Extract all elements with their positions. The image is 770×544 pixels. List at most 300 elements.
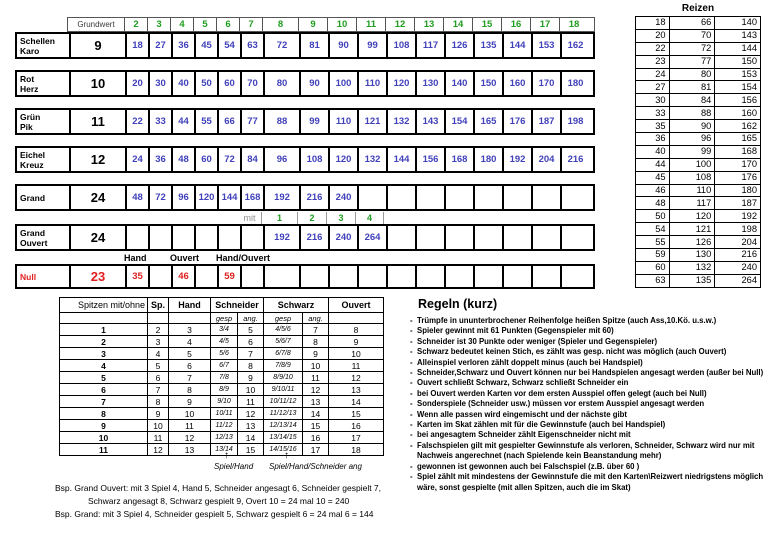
spitzen-grid	[59, 297, 384, 456]
reizen-value: 117	[669, 197, 715, 210]
grundwert-value: 11	[69, 110, 125, 133]
reizen-value: 108	[669, 171, 715, 184]
mit-label: mit	[243, 213, 256, 223]
reizen-value: 59	[636, 249, 670, 262]
game-value	[194, 226, 217, 249]
game-value: 24	[125, 148, 148, 171]
game-value	[473, 186, 502, 209]
spitzen-data-row	[60, 444, 384, 456]
game-value	[386, 186, 415, 209]
reizen-row	[636, 17, 761, 30]
game-value: 216	[299, 226, 328, 249]
reizen-value: 48	[636, 197, 670, 210]
game-value: 153	[531, 34, 560, 57]
game-value	[531, 186, 560, 209]
game-label	[17, 226, 69, 249]
spitzen-cell: 6	[169, 360, 211, 372]
spitzen-cell: 15	[238, 444, 264, 456]
spitzen-cell: 13	[169, 444, 211, 456]
spitzen-cell: 9/10/11	[264, 384, 303, 396]
game-value: 22	[125, 110, 148, 133]
game-value	[357, 186, 386, 209]
reizen-value: 176	[715, 171, 761, 184]
multiplier-header: 7	[239, 18, 262, 31]
game-value: 81	[299, 34, 328, 57]
game-value: 130	[415, 72, 444, 95]
multiplier-header: 18	[559, 18, 588, 31]
multiplier-header: 6	[216, 18, 239, 31]
spitzen-cell: 6	[238, 336, 264, 348]
game-value: 40	[171, 72, 194, 95]
game-value: 180	[560, 72, 589, 95]
rule-text: Schneider ist 30 Punkte oder weniger (Spieler und Gegenspieler)	[417, 336, 658, 346]
game-label-line: Null	[20, 271, 37, 282]
game-value	[444, 266, 473, 287]
spitzen-cell: 5	[60, 372, 148, 384]
spitzen-subheader-row	[60, 313, 384, 324]
game-value	[502, 226, 531, 249]
spitzen-cell: 3	[148, 336, 169, 348]
rule-text: Karten im Skat zählen mit für die Gewinnstufe (auch bei Handspiel)	[417, 420, 666, 430]
spitzen-cell: 11	[303, 372, 329, 384]
game-value	[531, 226, 560, 249]
spitzen-cell: 15	[329, 408, 384, 420]
bullet-dash-icon: -	[410, 378, 413, 388]
spitzen-cell: 10	[60, 432, 148, 444]
rule-item	[410, 337, 770, 347]
reizen-value: 135	[669, 274, 715, 287]
reizen-value: 55	[636, 236, 670, 249]
game-value	[299, 266, 328, 287]
spitzen-cell: 8	[60, 408, 148, 420]
spitzen-cell: 9	[329, 336, 384, 348]
reizen-value: 35	[636, 120, 670, 133]
spitzen-cell: 7	[169, 372, 211, 384]
game-value	[171, 226, 194, 249]
reizen-value: 264	[715, 274, 761, 287]
up-arrow-icon: ↑	[284, 450, 289, 461]
bullet-dash-icon: -	[410, 409, 413, 419]
rules-list	[410, 316, 770, 493]
rules-title: Regeln (kurz)	[418, 297, 498, 311]
game-value: 90	[328, 34, 357, 57]
spitzen-cell: 10	[303, 360, 329, 372]
game-value: 168	[444, 148, 473, 171]
reizen-value: 44	[636, 158, 670, 171]
grundwert-value: 9	[69, 34, 125, 57]
spitzen-data-row	[60, 324, 384, 336]
game-value: 140	[444, 72, 473, 95]
spitzen-table	[59, 297, 419, 487]
example-line: Bsp. Grand Ouvert: mit 3 Spiel 4, Hand 5, Schneider angesagt 6, Schneider gespielt 7,	[55, 483, 382, 493]
multiplier-header: 2	[124, 18, 147, 31]
game-label	[17, 34, 69, 57]
game-value: 44	[171, 110, 194, 133]
reizen-value: 36	[636, 133, 670, 146]
game-label-line: Schellen	[20, 35, 55, 46]
spitzen-cell: 10	[238, 384, 264, 396]
reizen-value: 100	[669, 158, 715, 171]
bullet-dash-icon: -	[410, 357, 413, 367]
spitzen-cell: 17	[303, 444, 329, 456]
spitzen-cell: 16	[303, 432, 329, 444]
game-value	[415, 186, 444, 209]
game-value: 46	[171, 266, 194, 287]
game-value	[502, 186, 531, 209]
reizen-value: 140	[715, 17, 761, 30]
reizen-value: 81	[669, 81, 715, 94]
game-value: 72	[263, 34, 299, 57]
spitzen-data-row	[60, 348, 384, 360]
rule-item	[410, 378, 770, 388]
spitzen-cell: 13/14/15	[264, 432, 303, 444]
game-value-table	[15, 17, 595, 289]
rule-text: Spiel zählt mit mindestens der Gewinnstufe die mit den Karten\Reizwert niedrigstens möglich wäre, sonst gespielte (mit allen Spitzen, auch die im Skat)	[417, 472, 764, 492]
spitzen-cell: 6/7	[211, 360, 238, 372]
reizen-table	[635, 3, 761, 288]
game-value: 80	[263, 72, 299, 95]
grundwert-value: 24	[69, 226, 125, 249]
reizen-value: 110	[669, 184, 715, 197]
spitzen-cell: 14	[329, 396, 384, 408]
reizen-value: 120	[669, 210, 715, 223]
reizen-value: 18	[636, 17, 670, 30]
spitzen-cell: 4	[148, 348, 169, 360]
spitzen-cell: 8	[169, 384, 211, 396]
multiplier-header: 17	[530, 18, 559, 31]
spitzen-cell: 8	[303, 336, 329, 348]
spitzen-cell: 18	[329, 444, 384, 456]
rule-text: Alleinspiel verloren zählt doppelt minus (auch bei Handspiel)	[417, 357, 643, 367]
rule-item	[410, 368, 770, 378]
reizen-value: 33	[636, 107, 670, 120]
spitzen-cell: 6	[148, 372, 169, 384]
spitzen-cell: 10/11	[211, 408, 238, 420]
spitzen-cell: 10	[169, 408, 211, 420]
rule-item	[410, 326, 770, 336]
mit-count: 3	[326, 212, 355, 224]
rule-item	[410, 441, 770, 462]
game-value	[444, 186, 473, 209]
spitzen-cell: 11	[329, 360, 384, 372]
game-value: 30	[148, 72, 171, 95]
reizen-row	[636, 274, 761, 287]
reizen-value: 192	[715, 210, 761, 223]
reizen-value: 70	[669, 29, 715, 42]
spitzen-cell: 3	[60, 348, 148, 360]
multiplier-header: 8	[262, 18, 298, 31]
game-value: 180	[473, 148, 502, 171]
game-value: 143	[415, 110, 444, 133]
spitzen-cell: 5/6/7	[264, 336, 303, 348]
multiplier-header: 16	[501, 18, 530, 31]
game-value: 192	[263, 226, 299, 249]
game-value	[502, 266, 531, 287]
example-line: Schwarz angesagt 8, Schwarz gespielt 9, Overt 10 = 24 mal 10 = 240	[88, 496, 350, 506]
game-label-line: Eichel	[20, 149, 46, 160]
game-label	[17, 110, 69, 133]
spitzen-header-hand: Hand	[169, 298, 211, 313]
reizen-row	[636, 94, 761, 107]
spitzen-cell: 4	[60, 360, 148, 372]
spitzen-cell: 7	[238, 348, 264, 360]
game-label-line: Ouvert	[20, 237, 48, 248]
game-value: 117	[415, 34, 444, 57]
reizen-row	[636, 249, 761, 262]
spitzen-cell: 7/8/9	[264, 360, 303, 372]
reizen-value: 50	[636, 210, 670, 223]
reizen-value: 187	[715, 197, 761, 210]
game-value: 240	[328, 186, 357, 209]
game-value	[473, 226, 502, 249]
game-value: 77	[240, 110, 263, 133]
multiplier-header: 11	[356, 18, 385, 31]
game-value: 216	[299, 186, 328, 209]
mit-count: 4	[355, 212, 384, 224]
spitzen-cell: 13/14	[211, 444, 238, 456]
game-value: 160	[502, 72, 531, 95]
reizen-value: 143	[715, 29, 761, 42]
spitzen-cell: 1	[60, 324, 148, 336]
spitzen-cell: 5/6	[211, 348, 238, 360]
spitzen-cell: 13	[303, 396, 329, 408]
reizen-value: 40	[636, 145, 670, 158]
reizen-value: 204	[715, 236, 761, 249]
rule-item	[410, 316, 770, 326]
game-value: 55	[194, 110, 217, 133]
reizen-value: 54	[636, 223, 670, 236]
grundwert-value: 23	[69, 266, 125, 287]
reizen-value: 198	[715, 223, 761, 236]
spitzen-cell: 12/13/14	[264, 420, 303, 432]
multiplier-header: 4	[170, 18, 193, 31]
rule-text: Ouvert schließt Schwarz, Schwarz schließt Schneider ein	[417, 378, 629, 388]
game-value: 72	[217, 148, 240, 171]
spitzen-subheader-empty	[148, 313, 169, 324]
game-value: 27	[148, 34, 171, 57]
spitzen-cell: 16	[329, 420, 384, 432]
game-value	[217, 226, 240, 249]
spitzen-cell: 11	[169, 420, 211, 432]
spitzen-cell: 14/15/16	[264, 444, 303, 456]
rule-text: Spieler gewinnt mit 61 Punkten (Gegenspieler mit 60)	[417, 326, 614, 336]
spitzen-cell: 12/13	[211, 432, 238, 444]
reizen-row	[636, 236, 761, 249]
spitzen-cell: 4/5/6	[264, 324, 303, 336]
reizen-row	[636, 145, 761, 158]
spitzen-cell: 11	[148, 432, 169, 444]
reizen-value: 60	[636, 261, 670, 274]
reizen-row	[636, 210, 761, 223]
rules-section	[410, 297, 770, 493]
footnote-label: Spiel/Hand/Schneider ang	[269, 462, 362, 471]
spitzen-subheader-ang: ang.	[238, 313, 264, 324]
bullet-dash-icon: -	[410, 399, 413, 409]
game-value: 121	[357, 110, 386, 133]
game-value	[386, 226, 415, 249]
spitzen-cell: 8	[329, 324, 384, 336]
reizen-row	[636, 120, 761, 133]
game-value	[240, 266, 263, 287]
spitzen-cell: 10	[329, 348, 384, 360]
game-value: 162	[560, 34, 589, 57]
rule-item	[410, 389, 770, 399]
game-row-schellen-karo	[15, 32, 595, 59]
spitzen-data-row	[60, 372, 384, 384]
multiplier-header: 15	[472, 18, 501, 31]
bullet-dash-icon: -	[410, 472, 413, 482]
spitzen-cell: 7	[148, 384, 169, 396]
game-value: 264	[357, 226, 386, 249]
game-value	[148, 266, 171, 287]
game-value: 72	[148, 186, 171, 209]
rule-text: Sonderspiele (Schneider usw.) müssen vor erstem Ausspiel angesagt werden	[417, 399, 705, 409]
reizen-value: 150	[715, 55, 761, 68]
game-value	[560, 266, 589, 287]
null-variant-label: Ouvert	[170, 253, 200, 263]
game-value: 144	[502, 34, 531, 57]
spitzen-cell: 11	[238, 396, 264, 408]
spitzen-cell: 11/12/13	[264, 408, 303, 420]
game-label-line: Pik	[20, 121, 33, 132]
reizen-value: 144	[715, 42, 761, 55]
reizen-value: 132	[669, 261, 715, 274]
game-value	[444, 226, 473, 249]
multiplier-header: 13	[414, 18, 443, 31]
footnote-label: Spiel/Hand	[214, 462, 254, 471]
game-label-line: Rot	[20, 73, 35, 84]
game-row-grand-ouvert	[15, 224, 595, 251]
spitzen-subheader-gesp: gesp	[211, 313, 238, 324]
spitzen-cell: 5	[169, 348, 211, 360]
multiplier-header: 3	[147, 18, 170, 31]
reizen-value: 162	[715, 120, 761, 133]
game-value: 204	[531, 148, 560, 171]
game-value	[263, 266, 299, 287]
spitzen-data-row	[60, 432, 384, 444]
grundwert-value: 10	[69, 72, 125, 95]
grundwert-value: 12	[69, 148, 125, 171]
game-label	[17, 186, 69, 209]
bullet-dash-icon: -	[410, 461, 413, 471]
reizen-value: 45	[636, 171, 670, 184]
spitzen-cell: 12	[303, 384, 329, 396]
reizen-row	[636, 81, 761, 94]
reizen-value: 130	[669, 249, 715, 262]
spitzen-cell: 3	[169, 324, 211, 336]
spitzen-cell: 6	[60, 384, 148, 396]
rule-item	[410, 347, 770, 357]
bullet-dash-icon: -	[410, 430, 413, 440]
spitzen-cell: 5	[148, 360, 169, 372]
reizen-value: 121	[669, 223, 715, 236]
reizen-value: 126	[669, 236, 715, 249]
game-label-line: Herz	[20, 83, 39, 94]
game-value: 54	[217, 34, 240, 57]
reizen-value: 168	[715, 145, 761, 158]
spitzen-cell: 9	[169, 396, 211, 408]
rule-item	[410, 430, 770, 440]
game-value: 48	[125, 186, 148, 209]
game-value: 90	[299, 72, 328, 95]
game-value	[240, 226, 263, 249]
bullet-dash-icon: -	[410, 420, 413, 430]
reizen-value: 156	[715, 94, 761, 107]
game-value: 99	[357, 34, 386, 57]
null-variant-label: Hand/Ouvert	[216, 253, 271, 263]
multiplier-header: 9	[298, 18, 327, 31]
reizen-row	[636, 197, 761, 210]
null-variant-labels	[123, 252, 595, 264]
reizen-value: 240	[715, 261, 761, 274]
game-value: 216	[560, 148, 589, 171]
multiplier-header: 14	[443, 18, 472, 31]
examples-section	[55, 482, 475, 521]
reizen-value: 77	[669, 55, 715, 68]
game-label-line: Grand	[20, 227, 46, 238]
rule-item	[410, 358, 770, 368]
game-value: 132	[357, 148, 386, 171]
spitzen-cell: 17	[329, 432, 384, 444]
reizen-value: 154	[715, 81, 761, 94]
up-arrow-icon: ↑	[224, 450, 229, 461]
game-value: 192	[502, 148, 531, 171]
reizen-row	[636, 158, 761, 171]
game-value: 99	[299, 110, 328, 133]
spitzen-cell: 14	[303, 408, 329, 420]
game-value: 70	[240, 72, 263, 95]
game-value: 96	[171, 186, 194, 209]
game-value: 135	[473, 34, 502, 57]
reizen-value: 170	[715, 158, 761, 171]
reizen-row	[636, 29, 761, 42]
game-value: 84	[240, 148, 263, 171]
rule-item	[410, 462, 770, 472]
game-value: 168	[240, 186, 263, 209]
game-value: 165	[473, 110, 502, 133]
spitzen-cell: 9	[148, 408, 169, 420]
game-value	[148, 226, 171, 249]
rule-item	[410, 399, 770, 409]
spitzen-cell: 11/12	[211, 420, 238, 432]
spitzen-cell: 4	[169, 336, 211, 348]
rule-text: Schwarz bedeutet keinen Stich, es zählt was gesp. nicht was möglich (auch Ouvert)	[417, 347, 727, 357]
game-value	[386, 266, 415, 287]
game-value: 198	[560, 110, 589, 133]
spitzen-header-ouvert: Ouvert	[329, 298, 384, 313]
game-label-line: Grün	[20, 111, 41, 122]
spitzen-cell: 9/10	[211, 396, 238, 408]
game-value: 187	[531, 110, 560, 133]
game-value: 240	[328, 226, 357, 249]
rule-text: Trümpfe in ununterbrochener Reihenfolge heißen Spitze (auch Ass,10.Kö. u.s.w.)	[417, 316, 717, 325]
game-label-line: Kreuz	[20, 159, 44, 170]
game-value: 33	[148, 110, 171, 133]
reizen-value: 24	[636, 68, 670, 81]
spitzen-cell: 5	[238, 324, 264, 336]
game-value: 66	[217, 110, 240, 133]
game-label	[17, 148, 69, 171]
game-row-rot-herz	[15, 70, 595, 97]
bullet-dash-icon: -	[410, 388, 413, 398]
game-value: 20	[125, 72, 148, 95]
spitzen-cell: 8	[148, 396, 169, 408]
spitzen-header-sp: Sp.	[148, 298, 169, 313]
game-value: 110	[328, 110, 357, 133]
game-value: 100	[328, 72, 357, 95]
reizen-value: 84	[669, 94, 715, 107]
reizen-row	[636, 68, 761, 81]
